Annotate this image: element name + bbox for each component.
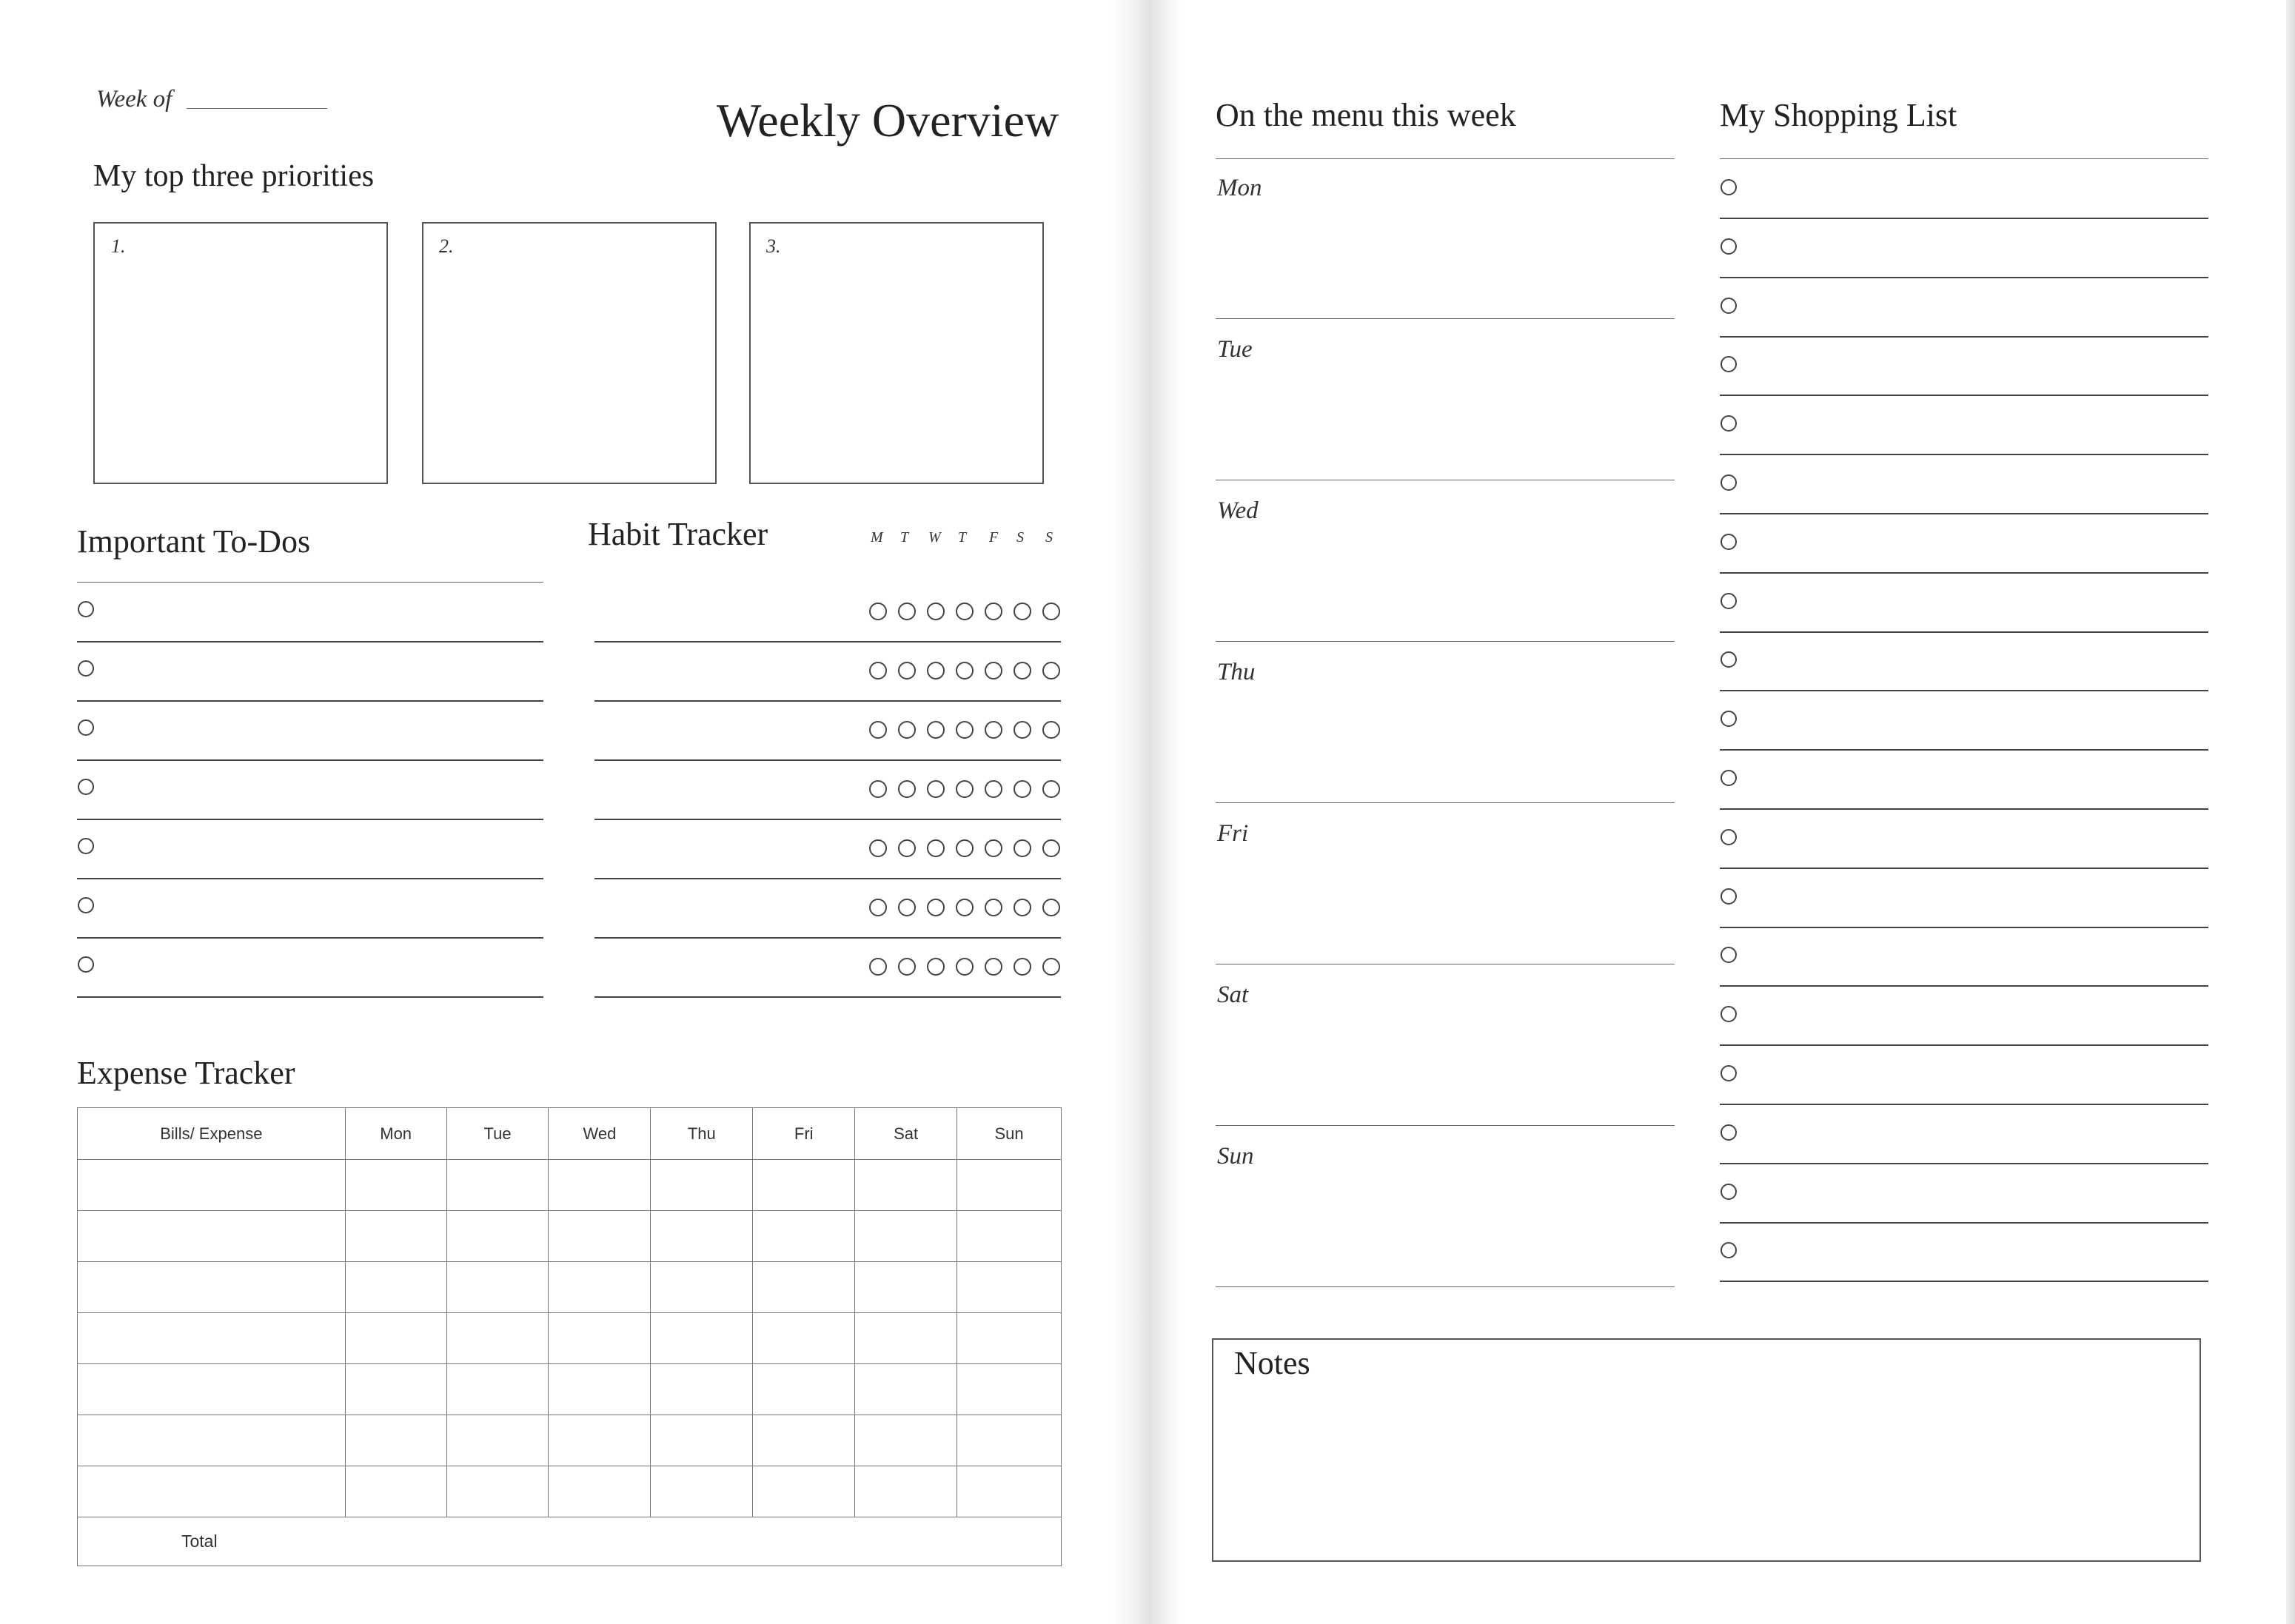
expense-cell[interactable] xyxy=(855,1466,957,1517)
habit-line[interactable] xyxy=(594,996,1061,998)
expense-total-label: Total xyxy=(78,1517,1062,1566)
expense-table xyxy=(77,1107,1062,1566)
shopping-line[interactable] xyxy=(1720,808,2208,810)
habit-checkbox[interactable] xyxy=(898,780,916,798)
shopping-line[interactable] xyxy=(1720,336,2208,338)
habit-checkbox[interactable] xyxy=(956,603,974,620)
habit-checkbox[interactable] xyxy=(956,839,974,857)
todo-checkbox[interactable] xyxy=(78,719,94,736)
habit-checkbox[interactable] xyxy=(956,721,974,739)
habit-day-s2: S xyxy=(1045,529,1053,546)
expense-cell[interactable] xyxy=(651,1313,753,1364)
page-edge-right xyxy=(2286,0,2295,1624)
habit-checkbox[interactable] xyxy=(1014,721,1031,739)
habit-checkbox[interactable] xyxy=(985,780,1002,798)
habit-checkbox[interactable] xyxy=(898,603,916,620)
shopping-line[interactable] xyxy=(1720,690,2208,691)
shopping-line[interactable] xyxy=(1720,868,2208,869)
right-page-inner-shadow xyxy=(1151,0,1181,1624)
expense-cell[interactable] xyxy=(549,1415,651,1466)
habit-checkbox[interactable] xyxy=(898,958,916,976)
habit-checkbox[interactable] xyxy=(985,662,1002,680)
todo-checkbox[interactable] xyxy=(78,660,94,677)
priority-box-1[interactable] xyxy=(93,222,388,484)
habit-checkbox[interactable] xyxy=(869,662,887,680)
todo-checkbox[interactable] xyxy=(78,956,94,973)
expense-cell[interactable] xyxy=(957,1211,1062,1262)
shopping-line[interactable] xyxy=(1720,218,2208,219)
shopping-checkbox[interactable] xyxy=(1721,1184,1737,1200)
expense-cell[interactable] xyxy=(78,1466,346,1517)
menu-day-field[interactable] xyxy=(1216,1286,1675,1287)
expense-cell[interactable] xyxy=(957,1364,1062,1415)
notes-box[interactable] xyxy=(1212,1338,2201,1562)
menu-day-field[interactable] xyxy=(1216,802,1675,803)
habit-day-f: F xyxy=(989,529,999,546)
habit-checkbox[interactable] xyxy=(927,662,945,680)
habit-checkbox[interactable] xyxy=(1042,839,1060,857)
shopping-checkbox[interactable] xyxy=(1721,415,1737,432)
expense-body xyxy=(78,1160,1062,1517)
habit-checkbox[interactable] xyxy=(1042,721,1060,739)
habit-day-s1: S xyxy=(1016,529,1024,546)
shopping-checkbox[interactable] xyxy=(1721,179,1737,195)
habit-line[interactable] xyxy=(594,759,1061,761)
shopping-line[interactable] xyxy=(1720,395,2208,396)
shopping-line[interactable] xyxy=(1720,1104,2208,1105)
habit-checkbox[interactable] xyxy=(898,662,916,680)
priority-box-3[interactable] xyxy=(749,222,1044,484)
shopping-heading: My Shopping List xyxy=(1720,97,1957,133)
habit-checkbox[interactable] xyxy=(869,958,887,976)
priority-number-2: 2. xyxy=(439,235,454,257)
expense-cell[interactable] xyxy=(549,1313,651,1364)
expense-cell[interactable] xyxy=(753,1262,855,1313)
habit-line[interactable] xyxy=(594,641,1061,642)
menu-day-tue: Tue xyxy=(1217,336,1253,363)
expense-cell[interactable] xyxy=(957,1313,1062,1364)
habit-checkbox[interactable] xyxy=(869,839,887,857)
shopping-checkbox[interactable] xyxy=(1721,534,1737,550)
habit-checkbox[interactable] xyxy=(1014,899,1031,916)
expense-total-row xyxy=(78,1517,1062,1566)
expense-cell[interactable] xyxy=(446,1313,549,1364)
menu-day-wed: Wed xyxy=(1217,497,1259,524)
expense-heading: Expense Tracker xyxy=(77,1055,295,1091)
habit-checkbox[interactable] xyxy=(927,839,945,857)
menu-day-fri: Fri xyxy=(1217,820,1249,847)
habit-day-m: M xyxy=(871,529,883,546)
expense-cell[interactable] xyxy=(957,1262,1062,1313)
expense-cell[interactable] xyxy=(78,1415,346,1466)
expense-cell[interactable] xyxy=(855,1262,957,1313)
habit-heading: Habit Tracker xyxy=(588,516,768,552)
notes-heading: Notes xyxy=(1234,1345,1310,1381)
shopping-line[interactable] xyxy=(1720,631,2208,633)
habit-checkbox[interactable] xyxy=(869,603,887,620)
shopping-checkbox[interactable] xyxy=(1721,1065,1737,1081)
habit-line[interactable] xyxy=(594,700,1061,702)
shopping-checkbox[interactable] xyxy=(1721,1124,1737,1141)
priority-box-2[interactable] xyxy=(422,222,717,484)
expense-cell[interactable] xyxy=(651,1364,753,1415)
expense-cell[interactable] xyxy=(753,1313,855,1364)
habit-checkbox[interactable] xyxy=(1042,603,1060,620)
menu-day-field[interactable] xyxy=(1216,641,1675,642)
expense-cell[interactable] xyxy=(446,1364,549,1415)
todo-checkbox[interactable] xyxy=(78,897,94,913)
todo-checkbox[interactable] xyxy=(78,779,94,795)
shopping-checkbox[interactable] xyxy=(1721,947,1737,963)
expense-row xyxy=(78,1160,1062,1211)
expense-col-bills: Bills/ Expense xyxy=(78,1108,346,1160)
expense-cell[interactable] xyxy=(855,1160,957,1211)
expense-col-fri: Fri xyxy=(753,1108,855,1160)
expense-cell[interactable] xyxy=(78,1262,346,1313)
expense-col-sun: Sun xyxy=(957,1108,1062,1160)
shopping-top-rule xyxy=(1720,158,2208,159)
habit-line[interactable] xyxy=(594,937,1061,939)
page-gutter-shadow xyxy=(1110,0,1155,1624)
habit-checkbox[interactable] xyxy=(927,603,945,620)
habit-checkbox[interactable] xyxy=(985,603,1002,620)
menu-day-sat: Sat xyxy=(1217,982,1249,1008)
shopping-line[interactable] xyxy=(1720,1222,2208,1224)
expense-cell[interactable] xyxy=(855,1364,957,1415)
expense-cell[interactable] xyxy=(446,1466,549,1517)
habit-checkbox[interactable] xyxy=(1014,662,1031,680)
expense-cell[interactable] xyxy=(446,1160,549,1211)
habit-line[interactable] xyxy=(594,819,1061,820)
habit-checkbox[interactable] xyxy=(985,839,1002,857)
expense-col-mon: Mon xyxy=(345,1108,446,1160)
todo-line[interactable] xyxy=(77,937,543,939)
todo-line[interactable] xyxy=(77,996,543,998)
expense-row xyxy=(78,1415,1062,1466)
expense-cell[interactable] xyxy=(446,1211,549,1262)
left-page xyxy=(0,0,1140,1624)
expense-cell[interactable] xyxy=(345,1415,446,1466)
shopping-line[interactable] xyxy=(1720,454,2208,455)
habit-checkbox[interactable] xyxy=(869,780,887,798)
expense-cell[interactable] xyxy=(753,1211,855,1262)
expense-cell[interactable] xyxy=(957,1415,1062,1466)
expense-cell[interactable] xyxy=(345,1313,446,1364)
expense-cell[interactable] xyxy=(855,1211,957,1262)
habit-day-t1: T xyxy=(900,529,909,546)
expense-cell[interactable] xyxy=(549,1211,651,1262)
shopping-line[interactable] xyxy=(1720,277,2208,278)
todo-line[interactable] xyxy=(77,819,543,820)
menu-day-field[interactable] xyxy=(1216,1125,1675,1126)
menu-heading: On the menu this week xyxy=(1216,97,1516,133)
expense-col-tue: Tue xyxy=(446,1108,549,1160)
menu-top-rule xyxy=(1216,158,1675,159)
menu-day-field[interactable] xyxy=(1216,318,1675,319)
habit-checkbox[interactable] xyxy=(927,899,945,916)
expense-cell[interactable] xyxy=(753,1160,855,1211)
shopping-line[interactable] xyxy=(1720,749,2208,751)
habit-checkbox[interactable] xyxy=(869,899,887,916)
habit-checkbox[interactable] xyxy=(1042,958,1060,976)
todos-heading: Important To-Dos xyxy=(77,523,311,560)
expense-cell[interactable] xyxy=(345,1211,446,1262)
shopping-checkbox[interactable] xyxy=(1721,474,1737,491)
expense-cell[interactable] xyxy=(753,1466,855,1517)
priority-number-1: 1. xyxy=(111,235,126,257)
shopping-checkbox[interactable] xyxy=(1721,1242,1737,1258)
shopping-checkbox[interactable] xyxy=(1721,770,1737,786)
habit-checkbox[interactable] xyxy=(927,780,945,798)
todo-line[interactable] xyxy=(77,641,543,642)
todo-line[interactable] xyxy=(77,759,543,761)
expense-cell[interactable] xyxy=(957,1160,1062,1211)
habit-checkbox[interactable] xyxy=(1014,780,1031,798)
expense-cell[interactable] xyxy=(345,1262,446,1313)
shopping-checkbox[interactable] xyxy=(1721,829,1737,845)
habit-day-w: W xyxy=(928,529,941,546)
habit-checkbox[interactable] xyxy=(1042,780,1060,798)
expense-cell[interactable] xyxy=(855,1415,957,1466)
shopping-checkbox[interactable] xyxy=(1721,1006,1737,1022)
expense-cell[interactable] xyxy=(78,1160,346,1211)
priorities-heading: My top three priorities xyxy=(93,159,375,193)
habit-checkbox[interactable] xyxy=(1014,839,1031,857)
priority-number-3: 3. xyxy=(766,235,781,257)
menu-day-mon: Mon xyxy=(1217,175,1262,201)
shopping-line[interactable] xyxy=(1720,985,2208,987)
todo-checkbox[interactable] xyxy=(78,601,94,617)
habit-checkbox[interactable] xyxy=(898,899,916,916)
shopping-line[interactable] xyxy=(1720,1281,2208,1282)
shopping-checkbox[interactable] xyxy=(1721,888,1737,905)
expense-cell[interactable] xyxy=(345,1466,446,1517)
shopping-checkbox[interactable] xyxy=(1721,651,1737,668)
menu-day-sun: Sun xyxy=(1217,1143,1254,1170)
habit-checkbox[interactable] xyxy=(898,839,916,857)
expense-cell[interactable] xyxy=(446,1415,549,1466)
habit-checkbox[interactable] xyxy=(1014,603,1031,620)
shopping-checkbox[interactable] xyxy=(1721,593,1737,609)
shopping-line[interactable] xyxy=(1720,513,2208,514)
right-page xyxy=(1151,0,2295,1624)
habit-checkbox[interactable] xyxy=(956,662,974,680)
expense-cell[interactable] xyxy=(855,1313,957,1364)
habit-checkbox[interactable] xyxy=(869,721,887,739)
expense-cell[interactable] xyxy=(78,1313,346,1364)
expense-cell[interactable] xyxy=(549,1160,651,1211)
expense-cell[interactable] xyxy=(651,1262,753,1313)
todos-top-rule xyxy=(77,582,543,583)
todo-line[interactable] xyxy=(77,878,543,879)
habit-checkbox[interactable] xyxy=(898,721,916,739)
expense-row xyxy=(78,1262,1062,1313)
menu-day-thu: Thu xyxy=(1217,659,1256,685)
expense-row xyxy=(78,1466,1062,1517)
expense-col-sat: Sat xyxy=(855,1108,957,1160)
expense-cell[interactable] xyxy=(549,1262,651,1313)
shopping-checkbox[interactable] xyxy=(1721,238,1737,255)
expense-cell[interactable] xyxy=(78,1211,346,1262)
habit-checkbox[interactable] xyxy=(1014,958,1031,976)
expense-cell[interactable] xyxy=(957,1466,1062,1517)
expense-cell[interactable] xyxy=(753,1415,855,1466)
habit-checkbox[interactable] xyxy=(927,958,945,976)
expense-col-wed: Wed xyxy=(549,1108,651,1160)
habit-checkbox[interactable] xyxy=(927,721,945,739)
week-of-label: Week of xyxy=(96,86,172,113)
habit-checkbox[interactable] xyxy=(956,780,974,798)
habit-line[interactable] xyxy=(594,878,1061,879)
habit-checkbox[interactable] xyxy=(1042,899,1060,916)
shopping-line[interactable] xyxy=(1720,1044,2208,1046)
habit-checkbox[interactable] xyxy=(985,899,1002,916)
shopping-checkbox[interactable] xyxy=(1721,356,1737,372)
shopping-line[interactable] xyxy=(1720,1163,2208,1164)
shopping-line[interactable] xyxy=(1720,572,2208,574)
week-of-line xyxy=(187,108,327,109)
habit-checkbox[interactable] xyxy=(1042,662,1060,680)
expense-header-row xyxy=(78,1108,1062,1160)
expense-cell[interactable] xyxy=(651,1160,753,1211)
todo-checkbox[interactable] xyxy=(78,838,94,854)
expense-cell[interactable] xyxy=(345,1364,446,1415)
shopping-checkbox[interactable] xyxy=(1721,711,1737,727)
expense-row xyxy=(78,1364,1062,1415)
expense-cell[interactable] xyxy=(78,1364,346,1415)
habit-day-t2: T xyxy=(958,529,967,546)
todo-line[interactable] xyxy=(77,700,543,702)
expense-cell[interactable] xyxy=(651,1415,753,1466)
habit-checkbox[interactable] xyxy=(956,899,974,916)
expense-cell[interactable] xyxy=(651,1211,753,1262)
expense-row xyxy=(78,1313,1062,1364)
expense-col-thu: Thu xyxy=(651,1108,753,1160)
habit-checkbox[interactable] xyxy=(956,958,974,976)
page-title: Weekly Overview xyxy=(717,94,1059,147)
shopping-checkbox[interactable] xyxy=(1721,298,1737,314)
expense-cell[interactable] xyxy=(651,1466,753,1517)
shopping-line[interactable] xyxy=(1720,927,2208,928)
expense-cell[interactable] xyxy=(753,1364,855,1415)
expense-row xyxy=(78,1211,1062,1262)
expense-cell[interactable] xyxy=(549,1364,651,1415)
expense-cell[interactable] xyxy=(549,1466,651,1517)
expense-cell[interactable] xyxy=(345,1160,446,1211)
habit-checkbox[interactable] xyxy=(985,721,1002,739)
expense-cell[interactable] xyxy=(446,1262,549,1313)
habit-checkbox[interactable] xyxy=(985,958,1002,976)
